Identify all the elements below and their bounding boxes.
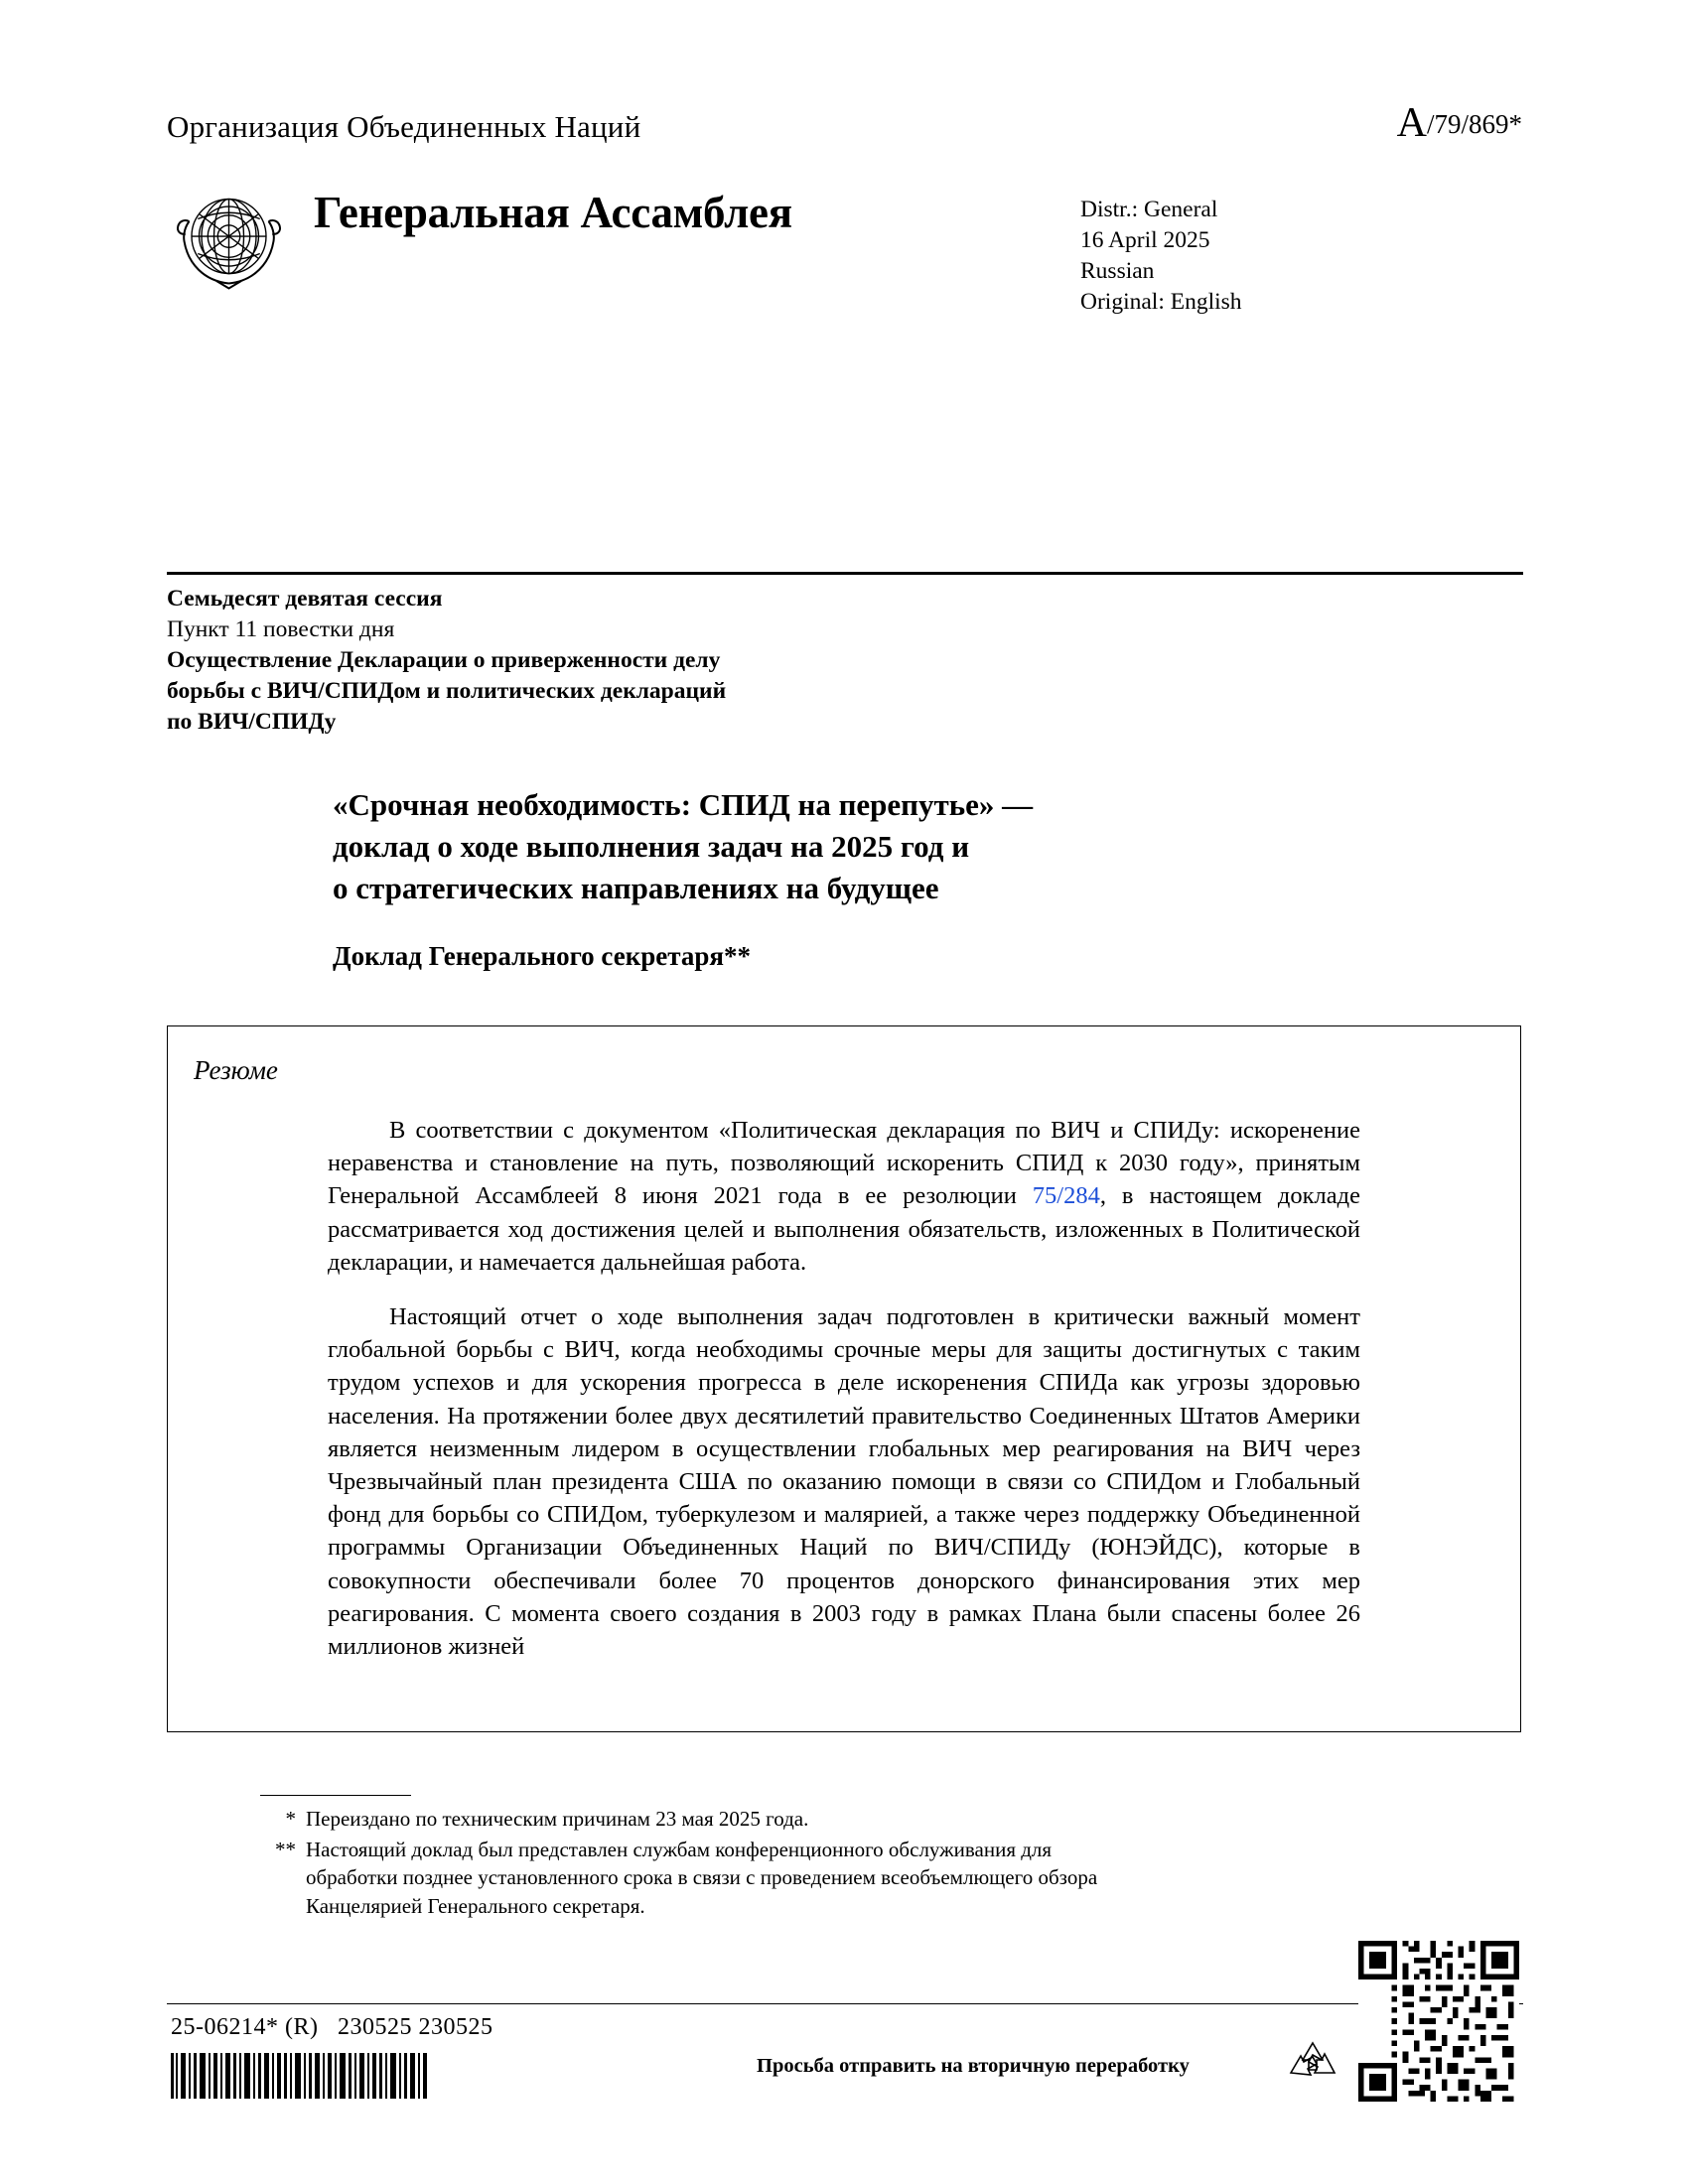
job-date-codes: 230525 230525 [337, 2014, 493, 2040]
footnote-1-text: Переиздано по техническим причинам 23 мая 2025 года. [306, 1807, 809, 1831]
document-header [167, 100, 1522, 153]
agenda-title-line-1: Осуществление Декларации о приверженности делу [167, 647, 721, 673]
footnote-divider [260, 1795, 411, 1796]
document-symbol [1397, 99, 1522, 147]
title-line-3: о стратегических направлениях на будущее [333, 871, 939, 905]
page-title [333, 784, 1375, 909]
distr-language: Russian [1080, 258, 1155, 284]
footnote-2 [260, 1836, 1352, 1921]
agenda-title-line-2: борьбы с ВИЧ/СПИДом и политических деклараций [167, 678, 727, 704]
agenda-title-line-3: по ВИЧ/СПИДу [167, 709, 337, 735]
recycle-icon [1287, 2039, 1338, 2087]
job-number [171, 2014, 492, 2041]
resolution-link[interactable]: 75/284 [1032, 1182, 1100, 1210]
footnote-2-text-line-3: Канцелярией Генерального секретаря. [306, 1893, 645, 1918]
qr-code [1358, 1941, 1519, 2102]
footnote-1-mark: * [285, 1807, 296, 1831]
agenda-item-line: Пункт 11 повестки дня [167, 616, 395, 642]
barcode [171, 2053, 431, 2099]
session-line: Семьдесят девятая сессия [167, 586, 443, 612]
job-number-value: 25-06214* (R) [171, 2014, 319, 2040]
footnote-2-text-line-2: обработки позднее установленного срока в связи с проведением всеобъемлющего обзора [306, 1865, 1098, 1889]
footnote-1 [260, 1805, 1352, 1834]
distr-date: 16 April 2025 [1080, 227, 1210, 253]
distr-original: Original: English [1080, 289, 1242, 315]
footnote-2-text-line-1: Настоящий доклад был представлен службам конференционного обслуживания для [306, 1837, 1053, 1861]
session-block [167, 584, 1160, 738]
recycle-note: Просьба отправить на вторичную переработку [757, 2055, 1190, 2077]
summary-label: Резюме [194, 1055, 278, 1085]
footnotes [260, 1805, 1352, 1922]
summary-paragraph-2: Настоящий отчет о ходе выполнения задач подготовлен в критически важный момент глобальной борьбы с ВИЧ, когда необходимы срочные меры для защиты достигнутых с таким трудом успехов и для ускорения прогресса в деле искоренения СПИДа как угрозы здоровью населения. На протяжении более двух десятилетий правительство Соединенных Штатов Америки является неизменным лидером в осуществлении глобальных мер реагирования на ВИЧ через Чрезвычайный план президента США по оказанию помощи в связи со СПИДом и Глобальный фонд для борьбы со СПИДом, туберкулезом и малярией, а также через поддержку Объединенной программы Организации Объединенных Наций по ВИЧ/СПИДу (ЮНЭЙДС), которые в совокупности обеспечивали более 70 процентов донорского финансирования этих мер реагирования. С момента своего создания в 2003 году в рамках Плана были спасены более 26 миллионов жизней [328, 1303, 1360, 1661]
summary-p1-after-link: , в настоящем докладе рассматривается ход достижения целей и выполнения обязательств, изложенных в Политической декларации, и намечается дальнейшая работа. [328, 1182, 1360, 1276]
distribution-block [1080, 195, 1242, 318]
un-emblem-icon [167, 177, 291, 301]
organization-line [167, 100, 1522, 153]
document-symbol-suffix: /79/869* [1426, 109, 1522, 139]
footer-divider [167, 2003, 1523, 2004]
title-line-1: «Срочная необходимость: СПИД на перепутье» — [333, 787, 1034, 822]
organization-name: Организация Объединенных Наций [167, 109, 641, 144]
page-subtitle: Доклад Генерального секретаря** [333, 941, 751, 971]
header-divider [167, 572, 1523, 575]
masthead [167, 167, 1522, 345]
summary-paragraph-1 [328, 1114, 1360, 1279]
footnote-2-mark: ** [275, 1837, 296, 1861]
distr-line: Distr.: General [1080, 197, 1218, 222]
summary-text [328, 1114, 1360, 1663]
title-line-2: доклад о ходе выполнения задач на 2025 год и [333, 829, 970, 864]
body-name: Генеральная Ассамблея [314, 188, 792, 237]
summary-p1-before-link: В соответствии с документом «Политическая декларация по ВИЧ и СПИДу: искоренение неравенства и становление на путь, позволяющий искоренить СПИД к 2030 году», принятым Генеральной Ассамблеей 8 июня 2021 года в ее резолюции [328, 1117, 1360, 1210]
document-symbol-prefix: A [1396, 100, 1427, 146]
